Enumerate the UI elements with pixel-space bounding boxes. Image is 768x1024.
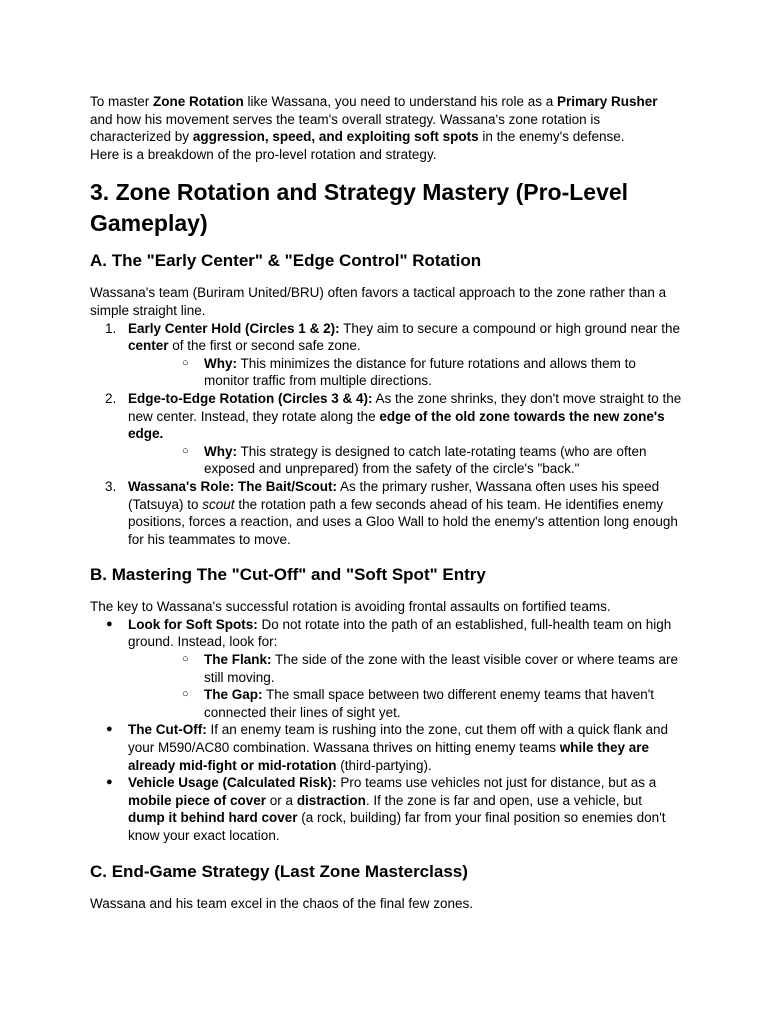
intro-text: To master: [90, 94, 154, 109]
section-b-lead: The key to Wassana's successful rotation is avoiding frontal assaults on fortified teams.: [90, 599, 611, 615]
why-label: Why:: [204, 355, 237, 371]
why-text: This strategy is designed to catch late-rotating teams (who are often exposed and unprepared) from the safety of the circle's "back.": [204, 443, 647, 477]
item-text: (a rock, building) far from your final position so enemies don't know your exact location.: [128, 810, 666, 843]
list-item: [90, 721, 682, 774]
page-title: 3. Zone Rotation and Strategy Mastery (Pro-Level Gameplay): [90, 179, 629, 237]
bullet-icon: ●: [106, 723, 113, 736]
item-text: As the zone shrinks, they don't move straight to the new center. Instead, they rotate along the: [128, 390, 682, 424]
sub-list-item: [166, 355, 682, 390]
item-bold: while they are already mid-fight or mid-rotation: [128, 740, 650, 773]
list-number: 1.: [105, 320, 117, 336]
why-text: This minimizes the distance for future rotations and allows them to monitor traffic from multiple directions.: [204, 355, 636, 389]
intro-bold: aggression, speed, and exploiting soft spots: [192, 129, 479, 145]
item-bold: Edge-to-Edge Rotation (Circles 3 & 4):: [128, 390, 373, 406]
sub-bold: The Gap:: [204, 687, 263, 703]
list-item: [90, 774, 682, 844]
item-bold: The Cut-Off:: [128, 722, 207, 738]
item-text: Pro teams use vehicles not just for distance, but as a: [336, 775, 657, 791]
item-bold: Vehicle Usage (Calculated Risk):: [128, 775, 337, 791]
section-c-heading: C. End-Game Strategy (Last Zone Masterclass): [90, 861, 468, 881]
list-number: 3.: [105, 478, 117, 494]
why-label: Why:: [204, 443, 237, 459]
circle-bullet-icon: ○: [182, 688, 189, 701]
intro-text: and how his movement serves the team's overall strategy. Wassana's zone rotation is characterized by: [90, 111, 601, 145]
item-bold: dump it behind hard cover: [128, 810, 298, 826]
item-bold: mobile piece of cover: [128, 792, 267, 808]
sub-list: [128, 651, 682, 721]
sub-text: The side of the zone with the least visible cover or where teams are still moving.: [204, 652, 678, 685]
item-bold: distraction: [296, 792, 366, 808]
circle-bullet-icon: ○: [182, 444, 189, 457]
item-text: They aim to secure a compound or high ground near the: [339, 320, 681, 336]
item-text: (third-partying).: [336, 757, 432, 773]
sub-bold: The Flank:: [204, 652, 272, 668]
item-italic: scout: [202, 496, 235, 512]
list-item: [90, 478, 682, 548]
list-item: [90, 320, 682, 390]
intro-line-2: Here is a breakdown of the pro-level rotation and strategy.: [90, 146, 437, 162]
document-page: [90, 93, 682, 912]
section-a-list: [90, 320, 682, 549]
item-text: . If the zone is far and open, use a vehicle, but: [365, 792, 643, 808]
item-bold: edge of the old zone towards the new zone's edge.: [128, 408, 665, 442]
circle-bullet-icon: ○: [182, 653, 189, 666]
list-item: [90, 616, 682, 722]
section-a-heading: A. The "Early Center" & "Edge Control" Rotation: [90, 251, 482, 271]
intro-paragraph: [90, 93, 682, 163]
item-text: or a: [266, 792, 297, 808]
intro-text: in the enemy's defense.: [478, 129, 625, 145]
section-a-lead: Wassana's team (Buriram United/BRU) often favors a tactical approach to the zone rather than a simple straight line.: [90, 285, 667, 318]
item-bold: center: [128, 338, 169, 354]
sub-list: [128, 443, 682, 478]
section-c-lead: Wassana and his team excel in the chaos of the final few zones.: [90, 895, 473, 911]
item-bold: Wassana's Role: The Bait/Scout:: [128, 478, 337, 494]
sub-text: The small space between two different enemy teams that haven't connected their lines of sight yet.: [204, 687, 655, 720]
section-b-heading: B. Mastering The "Cut-Off" and "Soft Spot" Entry: [90, 565, 486, 585]
item-text: of the first or second safe zone.: [168, 338, 361, 354]
item-text: As the primary rusher, Wassana often uses his speed (Tatsuya) to: [128, 478, 660, 512]
intro-text: like Wassana, you need to understand his role as a: [243, 94, 557, 109]
item-text: If an enemy team is rushing into the zone, cut them off with a quick flank and your M590/AC80 combination. Wassana thrives on hitting enemy teams: [128, 722, 668, 756]
item-bold: Early Center Hold (Circles 1 & 2):: [128, 320, 340, 336]
sub-list-item: [166, 443, 682, 478]
item-bold: Look for Soft Spots:: [128, 616, 258, 632]
list-item: [90, 390, 682, 478]
circle-bullet-icon: ○: [182, 356, 189, 369]
item-text: the rotation path a few seconds ahead of his team. He identifies enemy positions, forces a reaction, and uses a Gloo Wall to hold the enemy's attention long enough for his teammates to move.: [128, 496, 678, 547]
list-number: 2.: [105, 390, 117, 406]
bullet-icon: ●: [106, 776, 113, 789]
item-text: Do not rotate into the path of an established, full-health team on high ground. Instead, look for:: [128, 616, 672, 650]
intro-bold: Primary Rusher: [556, 94, 658, 109]
sub-list-item: [166, 651, 682, 686]
section-b-list: [90, 616, 682, 845]
sub-list: [128, 355, 682, 390]
sub-list-item: [166, 686, 682, 721]
intro-bold: Zone Rotation: [153, 94, 244, 109]
bullet-icon: ●: [106, 617, 113, 630]
